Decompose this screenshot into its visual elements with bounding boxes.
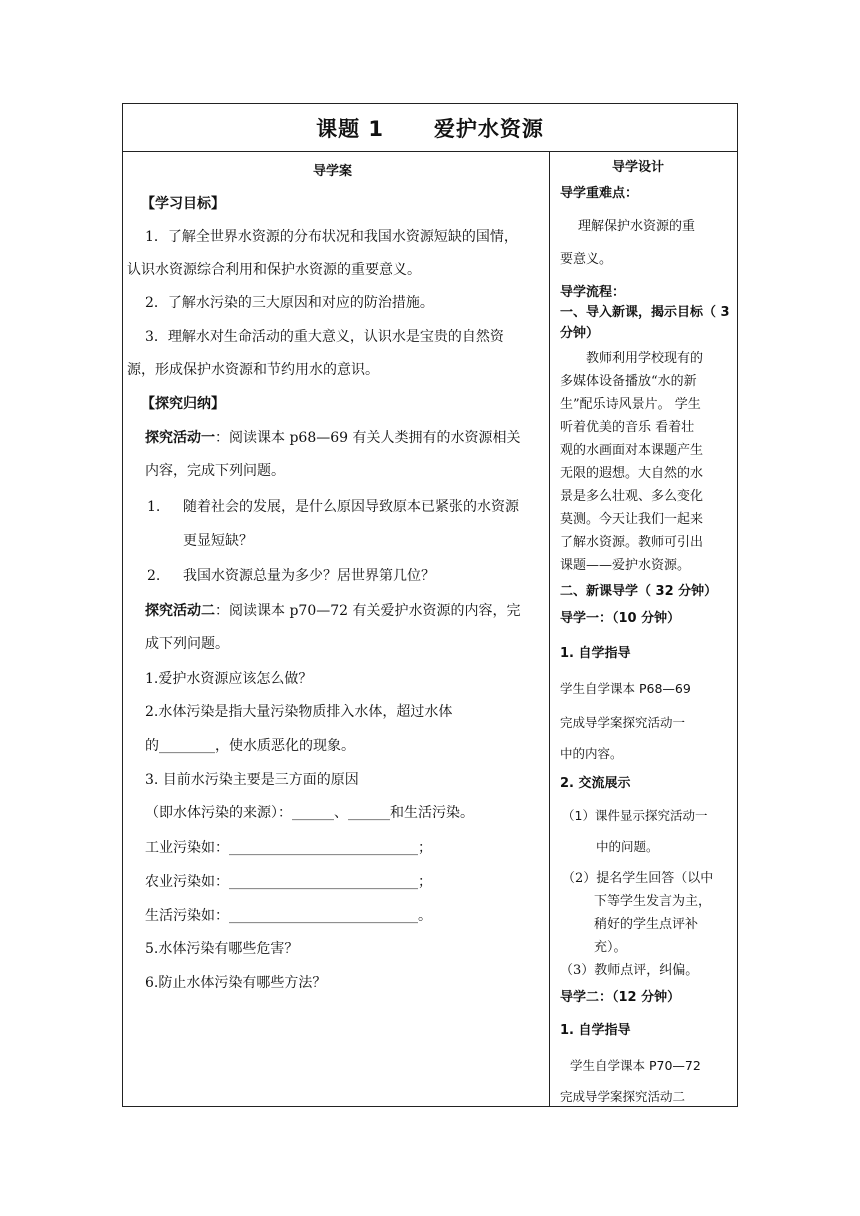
- self-study-1-line-1: 学生自学课本 P68—69: [560, 681, 691, 696]
- prompt-3-line-2: （即水体污染的来源）：______、______和生活污染。: [145, 805, 474, 821]
- share-2-line-4: 充）。: [594, 940, 627, 955]
- flow-heading: 导学流程：: [560, 285, 626, 300]
- activity-2-text: ：阅读课本 p70—72 有关爱护水资源的内容，完: [215, 603, 521, 619]
- step-1-line-1: 一、导入新课，揭示目标（ 3: [560, 305, 730, 320]
- prompt-3-line-1: 3. 目前水污染主要是三方面的原因: [145, 772, 359, 788]
- self-study-1-line-2: 完成导学案探究活动一: [560, 715, 686, 730]
- activity-2: [145, 602, 521, 620]
- intro-line: 莫测。今天让我们一起来: [560, 512, 704, 527]
- intro-line: 多媒体设备播放“水的新: [560, 374, 697, 389]
- self-study-1-heading: 1. 自学指导: [560, 646, 631, 661]
- question-1-line-2: 更显短缺？: [183, 533, 253, 549]
- column-header-teaching-design: 导学设计: [612, 160, 665, 175]
- share-1-line-2: 中的问题。: [596, 839, 659, 854]
- activity-1-label: 探究活动一: [145, 430, 215, 446]
- key-points-heading: 导学重难点：: [560, 186, 639, 201]
- question-2-number: 2.: [147, 568, 161, 584]
- key-points-line-1: 理解保护水资源的重: [578, 219, 696, 234]
- goal-1-line-1: 1．了解全世界水资源的分布状况和我国水资源短缺的国情，: [145, 229, 518, 245]
- question-1-number: 1.: [147, 499, 161, 515]
- self-study-2-heading: 1. 自学指导: [560, 1023, 631, 1038]
- prompt-2-line-2: 的________，使水质恶化的现象。: [145, 738, 355, 754]
- domestic-pollution-blank: 生活污染如：___________________________。: [145, 908, 432, 924]
- prompt-1: 1.爱护水资源应该怎么做？: [145, 671, 313, 687]
- column-header-study-guide: 导学案: [313, 164, 353, 179]
- goal-2: 2．了解水污染的三大原因和对应的防治措施。: [145, 295, 434, 311]
- intro-line: 听着优美的音乐 看着壮: [560, 420, 695, 435]
- prompt-6: 6.防止水体污染有哪些方法？: [145, 975, 327, 991]
- step-2: 二、新课导学（ 32 分钟）: [560, 584, 718, 599]
- share-2-line-1: （2）提名学生回答（以中: [562, 871, 714, 886]
- question-1-line-1: 随着社会的发展，是什么原因导致原本已紧张的水资源: [183, 499, 519, 515]
- step-1-line-2: 分钟）: [560, 326, 600, 341]
- activity-2-line-2: 成下列问题。: [145, 636, 229, 652]
- activity-1-text: ：阅读课本 p68—69 有关人类拥有的水资源相关: [215, 430, 521, 446]
- intro-line: 了解水资源。教师可引出: [560, 535, 704, 550]
- activity-2-label: 探究活动二: [145, 603, 215, 619]
- self-study-1-line-3: 中的内容。: [560, 746, 623, 761]
- intro-line: 景是多么壮观、多么变化: [560, 489, 704, 504]
- goals-heading: 【学习目标】: [141, 196, 225, 212]
- share-2-line-3: 稍好的学生点评补: [594, 917, 699, 932]
- title-row: [123, 104, 737, 152]
- activity-1-line-2: 内容，完成下列问题。: [145, 463, 285, 479]
- goal-3-line-1: 3．理解水对生命活动的重大意义，认识水是宝贵的自然资: [145, 329, 504, 345]
- prompt-2-line-1: 2.水体污染是指大量污染物质排入水体，超过水体: [145, 704, 453, 720]
- intro-line: 教师利用学校现有的: [586, 351, 704, 366]
- self-study-2-line-1: 学生自学课本 P70—72: [570, 1058, 701, 1073]
- key-points-line-2: 要意义。: [560, 252, 613, 267]
- goal-1-line-2: 认识水资源综合利用和保护水资源的重要意义。: [127, 262, 421, 278]
- prompt-5: 5.水体污染有哪些危害？: [145, 941, 299, 957]
- share-2-line-2: 下等学生发言为主，: [594, 894, 712, 909]
- teaching-design-column: [550, 151, 737, 1106]
- guide-2-heading: 导学二：（12 分钟）: [560, 990, 681, 1005]
- intro-line: 无限的遐想。大自然的水: [560, 466, 704, 481]
- lesson-table: [122, 103, 738, 1107]
- guide-1-heading: 导学一：（10 分钟）: [560, 611, 681, 626]
- page-title: 课题 1 爱护水资源: [316, 116, 544, 141]
- intro-line: 生”配乐诗风景片。 学生: [560, 397, 701, 412]
- share-heading: 2. 交流展示: [560, 776, 631, 791]
- question-2: 我国水资源总量为多少？居世界第几位？: [183, 568, 435, 584]
- intro-line: 课题——爱护水资源。: [560, 558, 691, 573]
- share-1-line-1: （1）课件显示探究活动一: [562, 808, 708, 823]
- study-guide-column: [123, 151, 549, 1106]
- goal-3-line-2: 源，形成保护水资源和节约用水的意识。: [127, 362, 379, 378]
- activity-1: [145, 429, 521, 447]
- explore-heading: 【探究归纳】: [141, 396, 225, 412]
- self-study-2-line-2: 完成导学案探究活动二: [560, 1089, 686, 1104]
- agricultural-pollution-blank: 农业污染如：___________________________；: [145, 874, 432, 890]
- industrial-pollution-blank: 工业污染如：___________________________；: [145, 840, 432, 856]
- share-3: （3）教师点评，纠偏。: [560, 963, 699, 978]
- intro-line: 观的水画面对本课题产生: [560, 443, 704, 458]
